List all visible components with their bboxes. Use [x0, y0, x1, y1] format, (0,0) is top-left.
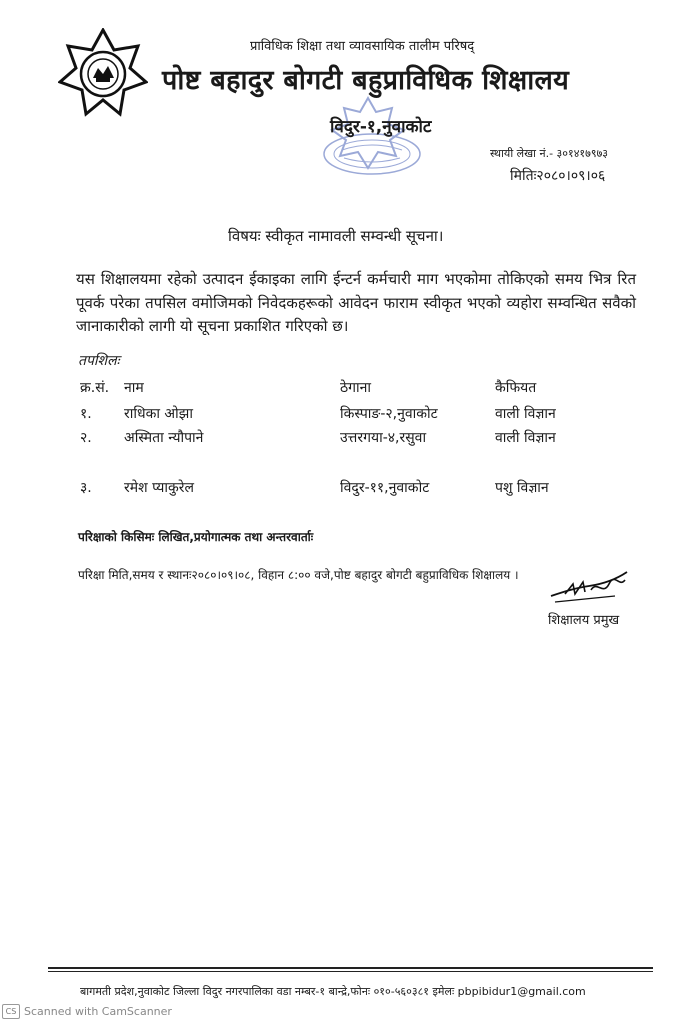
exam-schedule: परिक्षा मिति,समय र स्थानः२०८०।०९।०८, विहान ८:०० वजे,पोष्ट बहादुर बोगटी बहुप्राविधिक शिक्षालय ।: [78, 568, 519, 582]
scanner-watermark: [2, 1004, 172, 1019]
notice-body: यस शिक्षालयमा रहेको उत्पादन ईकाइका लागि ईन्टर्न कर्मचारी माग भएकोमा तोकिएको समय भित्र रित पूवर्क परेका तपसिल वमोजिमको निवेदकहरूको आवेदन फाराम स्वीकृत भएको व्यहोरा सम्वन्धित सवैको जानाकारीको लागी यो सूचना प्रकाशित गरिएको छ।: [76, 270, 636, 335]
row-name: अस्मिता न्यौपाने: [124, 430, 204, 446]
header-remarks: कैफियत: [495, 380, 537, 396]
pan-number: स्थायी लेखा नं.- ३०१४१७९७३: [490, 147, 609, 160]
row-address: किस्पाङ-२,नुवाकोट: [340, 406, 438, 422]
row-remarks: पशु विज्ञान: [495, 480, 549, 496]
row-serial: २.: [80, 430, 92, 446]
row-remarks: वाली विज्ञान: [495, 430, 556, 446]
seal-stamp-icon: [312, 96, 424, 178]
camscanner-icon: CS: [2, 1004, 20, 1019]
exam-type: परिक्षाको किसिमः लिखित,प्रयोगात्मक तथा अन्तरवार्ताः: [78, 530, 314, 544]
footer-divider: [48, 971, 653, 972]
footer-divider: [48, 967, 653, 969]
signature-icon: [545, 566, 635, 606]
council-name: प्राविधिक शिक्षा तथा व्यावसायिक तालीम परिषद्: [250, 39, 475, 54]
row-address: विदुर-११,नुवाकोट: [340, 480, 430, 496]
row-remarks: वाली विज्ञान: [495, 406, 556, 422]
row-serial: १.: [80, 406, 92, 422]
table-row: [0, 428, 698, 450]
header-name: नाम: [124, 380, 144, 396]
header-address: ठेगाना: [340, 380, 372, 396]
notice-date: मितिः२०८०।०९।०६: [510, 168, 606, 184]
table-row: [0, 478, 698, 500]
details-label: तपशिलः: [78, 353, 120, 369]
scanner-label: Scanned with CamScanner: [24, 1005, 172, 1018]
row-address: उत्तरगया-४,रसुवा: [340, 430, 427, 446]
college-name: पोष्ट बहादुर बोगटी बहुप्राविधिक शिक्षालय: [162, 65, 570, 96]
table-row: [0, 404, 698, 426]
row-name: राधिका ओझा: [124, 406, 193, 422]
row-serial: ३.: [80, 480, 92, 496]
college-address: विदुर-१,नुवाकोट: [330, 117, 432, 137]
footer-contact: बागमती प्रदेश,नुवाकोट जिल्ला विदुर नगरपालिका वडा नम्बर-१ बान्द्रे,फोनः ०१०-५६०३८१ इमेलः pbpibidur1@gmail.com: [80, 985, 586, 998]
header-serial: क्र.सं.: [80, 380, 110, 396]
notice-subject: विषयः स्वीकृत नामावली सम्वन्धी सूचना।: [228, 227, 444, 245]
college-logo-icon: [58, 28, 148, 118]
row-name: रमेश प्याकुरेल: [124, 480, 194, 496]
table-header-row: [0, 378, 698, 400]
signatory-title: शिक्षालय प्रमुख: [548, 613, 620, 628]
